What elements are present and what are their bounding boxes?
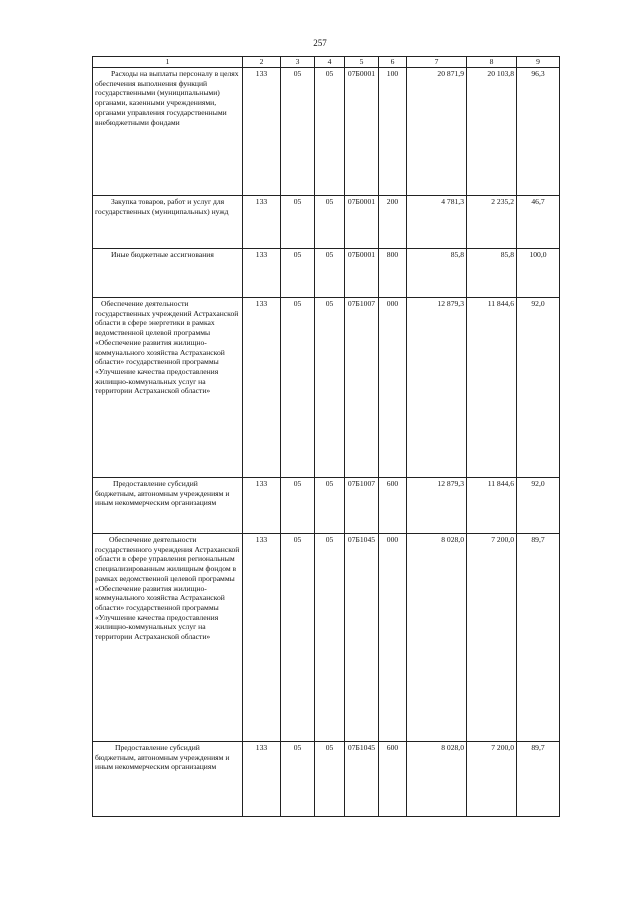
- cell-target-article: 07Б1045: [345, 534, 379, 742]
- cell-planned: 12 879,3: [407, 298, 467, 478]
- cell-section: 05: [281, 298, 315, 478]
- cell-section: 05: [281, 196, 315, 249]
- table-row: [93, 298, 560, 478]
- column-header: 8: [467, 57, 517, 68]
- cell-subsection: 05: [315, 196, 345, 249]
- table-row: [93, 742, 560, 817]
- cell-executed: 11 844,6: [467, 298, 517, 478]
- row-description: Обеспечение деятельности государственного учреждения Астраханской области в сфере управления региональным специализированным жилищным фондом в рамках ведомственной целевой программы «Обеспечение развития жилищно-коммунального хозяйства Астраханской области» государственной программы «Улучшение качества предоставления жилищно-коммунальных услуг на территории Астраханской области»: [93, 534, 243, 742]
- cell-planned: 8 028,0: [407, 534, 467, 742]
- cell-expense-type: 600: [379, 742, 407, 817]
- cell-section: 05: [281, 249, 315, 298]
- cell-ministry-code: 133: [243, 68, 281, 196]
- cell-executed: 20 103,8: [467, 68, 517, 196]
- cell-target-article: 07Б0001: [345, 68, 379, 196]
- cell-subsection: 05: [315, 742, 345, 817]
- cell-subsection: 05: [315, 249, 345, 298]
- cell-ministry-code: 133: [243, 478, 281, 534]
- cell-percent: 100,0: [517, 249, 560, 298]
- cell-subsection: 05: [315, 534, 345, 742]
- cell-subsection: 05: [315, 478, 345, 534]
- cell-subsection: 05: [315, 298, 345, 478]
- cell-section: 05: [281, 478, 315, 534]
- column-header: 5: [345, 57, 379, 68]
- cell-expense-type: 000: [379, 534, 407, 742]
- cell-target-article: 07Б0001: [345, 249, 379, 298]
- cell-expense-type: 800: [379, 249, 407, 298]
- cell-target-article: 07Б1007: [345, 478, 379, 534]
- row-description: Обеспечение деятельности государственных учреждений Астраханской области в сфере энергетики в рамках ведомственной целевой программы «Обеспечение развития жилищно-коммунального хозяйства Астраханской области» государственной программы «Улучшение качества предоставления жилищно-коммунальных услуг на территории Астраханской области»: [93, 298, 243, 478]
- cell-planned: 12 879,3: [407, 478, 467, 534]
- cell-section: 05: [281, 68, 315, 196]
- row-description: Иные бюджетные ассигнования: [93, 249, 243, 298]
- cell-executed: 7 200,0: [467, 534, 517, 742]
- cell-ministry-code: 133: [243, 249, 281, 298]
- column-header: 1: [93, 57, 243, 68]
- page-number: 257: [313, 38, 327, 48]
- cell-executed: 85,8: [467, 249, 517, 298]
- table-row: [93, 478, 560, 534]
- cell-planned: 85,8: [407, 249, 467, 298]
- table-row: [93, 534, 560, 742]
- budget-table: [92, 56, 560, 817]
- table-row: [93, 68, 560, 196]
- cell-percent: 92,0: [517, 298, 560, 478]
- cell-percent: 89,7: [517, 742, 560, 817]
- column-header: 3: [281, 57, 315, 68]
- cell-executed: 11 844,6: [467, 478, 517, 534]
- table-row: [93, 196, 560, 249]
- row-description: Предоставление субсидий бюджетным, автономным учреждениям и иным некоммерческим организациям: [93, 742, 243, 817]
- cell-section: 05: [281, 742, 315, 817]
- row-description: Предоставление субсидий бюджетным, автономным учреждениям и иным некоммерческим организациям: [93, 478, 243, 534]
- cell-expense-type: 100: [379, 68, 407, 196]
- column-header: 2: [243, 57, 281, 68]
- cell-planned: 8 028,0: [407, 742, 467, 817]
- row-description: Закупка товаров, работ и услуг для государственных (муниципальных) нужд: [93, 196, 243, 249]
- column-number-row: [93, 57, 560, 68]
- cell-expense-type: 600: [379, 478, 407, 534]
- cell-target-article: 07Б1007: [345, 298, 379, 478]
- cell-expense-type: 000: [379, 298, 407, 478]
- cell-percent: 92,0: [517, 478, 560, 534]
- row-description: Расходы на выплаты персоналу в целях обеспечения выполнения функций государственными (муниципальными) органами, казенными учреждениями, органами управления государственными внебюджетными фондами: [93, 68, 243, 196]
- column-header: 7: [407, 57, 467, 68]
- cell-executed: 7 200,0: [467, 742, 517, 817]
- cell-ministry-code: 133: [243, 196, 281, 249]
- column-header: 4: [315, 57, 345, 68]
- column-header: 6: [379, 57, 407, 68]
- cell-ministry-code: 133: [243, 742, 281, 817]
- cell-planned: 4 781,3: [407, 196, 467, 249]
- cell-percent: 46,7: [517, 196, 560, 249]
- cell-expense-type: 200: [379, 196, 407, 249]
- cell-executed: 2 235,2: [467, 196, 517, 249]
- column-header: 9: [517, 57, 560, 68]
- cell-target-article: 07Б1045: [345, 742, 379, 817]
- cell-ministry-code: 133: [243, 298, 281, 478]
- table-row: [93, 249, 560, 298]
- cell-percent: 96,3: [517, 68, 560, 196]
- cell-percent: 89,7: [517, 534, 560, 742]
- cell-planned: 20 871,9: [407, 68, 467, 196]
- cell-subsection: 05: [315, 68, 345, 196]
- cell-ministry-code: 133: [243, 534, 281, 742]
- cell-section: 05: [281, 534, 315, 742]
- cell-target-article: 07Б0001: [345, 196, 379, 249]
